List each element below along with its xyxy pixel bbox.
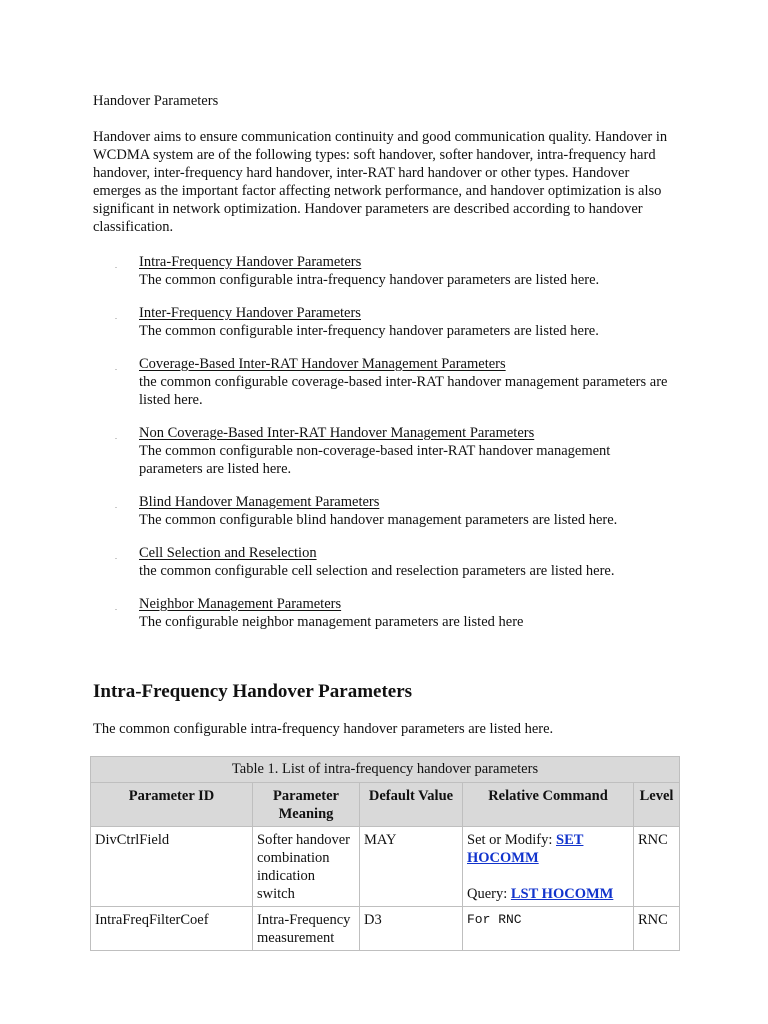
bullet-icon: . <box>115 432 117 441</box>
table-caption: Table 1. List of intra-frequency handover parameters <box>91 757 680 783</box>
column-header-parameter-meaning: Parameter Meaning <box>253 783 360 827</box>
bullet-icon: . <box>115 312 117 321</box>
spacer <box>467 867 629 885</box>
toc-item <box>93 544 673 580</box>
bullet-icon: . <box>115 603 117 612</box>
parameter-table <box>90 756 680 951</box>
section-heading: Intra-Frequency Handover Parameters <box>93 681 413 702</box>
parameter-table-wrapper <box>90 756 679 951</box>
toc-link-non-coverage-based-inter-rat[interactable]: Non Coverage-Based Inter-RAT Handover Management Parameters <box>139 425 535 441</box>
toc-link-blind-handover[interactable]: Blind Handover Management Parameters <box>139 494 380 510</box>
table-caption-row <box>91 757 680 783</box>
column-header-relative-command: Relative Command <box>463 783 634 827</box>
toc-item-description: The common configurable intra-frequency handover parameters are listed here. <box>139 272 600 288</box>
bullet-icon: . <box>115 552 117 561</box>
cell-relative-command: For RNC <box>463 907 634 951</box>
cell-parameter-id: IntraFreqFilterCoef <box>91 907 253 951</box>
column-header-parameter-id: Parameter ID <box>91 783 253 827</box>
toc-item <box>93 355 673 409</box>
toc-item-description: the common configurable cell selection and reselection parameters are listed here. <box>139 563 615 579</box>
toc-item <box>93 493 673 529</box>
toc-item <box>93 424 673 478</box>
bullet-icon: . <box>115 501 117 510</box>
toc-link-intra-frequency[interactable]: Intra-Frequency Handover Parameters <box>139 254 362 270</box>
toc-link-cell-selection[interactable]: Cell Selection and Reselection <box>139 545 317 561</box>
toc-link-neighbor-management[interactable]: Neighbor Management Parameters <box>139 596 342 612</box>
cell-default-value: D3 <box>360 907 463 951</box>
document-title: Handover Parameters <box>93 93 219 109</box>
toc-item-description: The common configurable non-coverage-based inter-RAT handover management parameters are listed here. <box>139 443 611 477</box>
toc-item-description: the common configurable coverage-based inter-RAT handover management parameters are listed here. <box>139 374 668 408</box>
toc-list <box>93 253 673 646</box>
toc-item-description: The common configurable inter-frequency handover parameters are listed here. <box>139 323 599 339</box>
command-link-lst-hocomm[interactable]: LST HOCOMM <box>510 886 614 902</box>
cell-level: RNC <box>634 827 680 907</box>
command-query-prefix: Query: <box>467 886 508 902</box>
bullet-icon: . <box>115 363 117 372</box>
table-row <box>91 827 680 907</box>
bullet-icon: . <box>115 261 117 270</box>
cell-parameter-meaning: Intra-Frequency measurement <box>253 907 360 951</box>
toc-link-coverage-based-inter-rat[interactable]: Coverage-Based Inter-RAT Handover Management Parameters <box>139 356 506 372</box>
toc-item <box>93 595 673 631</box>
toc-item <box>93 304 673 340</box>
command-set-prefix: Set or Modify: <box>467 832 553 848</box>
cell-relative-command <box>463 827 634 907</box>
column-header-level: Level <box>634 783 680 827</box>
cell-parameter-meaning: Softer handover combination indication switch <box>253 827 360 907</box>
cell-parameter-id: DivCtrlField <box>91 827 253 907</box>
toc-item-description: The configurable neighbor management parameters are listed here <box>139 614 524 630</box>
table-header-row <box>91 783 680 827</box>
toc-item <box>93 253 673 289</box>
cell-default-value: MAY <box>360 827 463 907</box>
toc-link-inter-frequency[interactable]: Inter-Frequency Handover Parameters <box>139 305 361 321</box>
toc-item-description: The common configurable blind handover management parameters are listed here. <box>139 512 618 528</box>
command-link-set-hocomm[interactable]: SET HOCOMM <box>467 832 584 866</box>
column-header-default-value: Default Value <box>360 783 463 827</box>
section-description: The common configurable intra-frequency handover parameters are listed here. <box>93 721 554 737</box>
intro-paragraph: Handover aims to ensure communication continuity and good communication quality. Handover in WCDMA system are of the following types: soft handover, softer handover, intra-frequency hard handover, inter-frequency hard handover, inter-RAT hard handover or other types. Handover emerges as the important factor affecting network performance, and handover optimization is also significant in network optimization. Handover parameters are described according to handover classification. <box>93 129 668 235</box>
table-row <box>91 907 680 951</box>
cell-level: RNC <box>634 907 680 951</box>
